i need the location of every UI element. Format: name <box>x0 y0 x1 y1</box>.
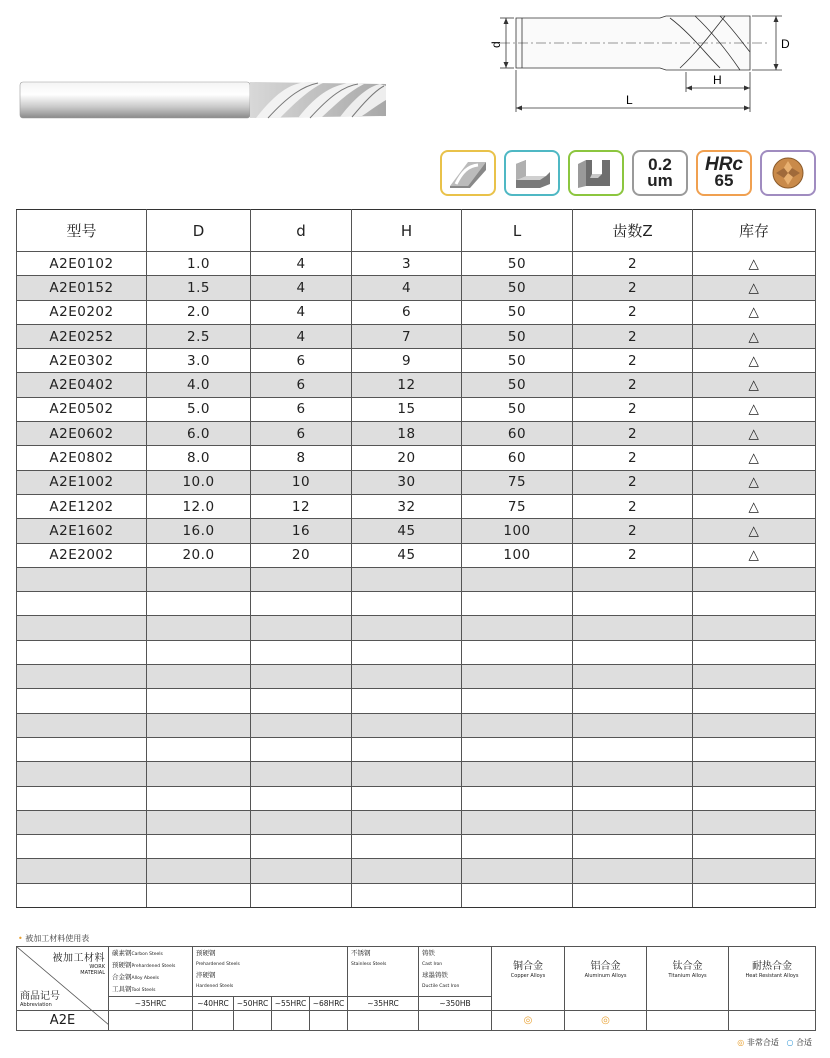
hardness-icon <box>696 150 752 196</box>
empty-cell <box>147 713 251 737</box>
empty-cell <box>147 640 251 664</box>
empty-cell <box>251 786 352 810</box>
material-heat-resistant: 耐热合金 Heat Resistant Alloys <box>729 947 816 1011</box>
empty-cell <box>693 616 816 640</box>
cell-model: A2E1002 <box>17 470 147 494</box>
cell-model: A2E0152 <box>17 276 147 300</box>
spec-table-body <box>17 252 816 908</box>
hrc-cell: ~350HB <box>419 997 492 1011</box>
material-stainless: 不锈钢 Stainless Steels <box>348 947 419 997</box>
cell-flute-length: 30 <box>352 470 462 494</box>
cell-stock: △ <box>693 324 816 348</box>
cell-stock: △ <box>693 543 816 567</box>
material-titanium: 钛合金 Titanium Alloys <box>647 947 729 1011</box>
cell-shank-diameter: 4 <box>251 276 352 300</box>
empty-cell <box>17 640 147 664</box>
empty-table-row <box>17 883 816 907</box>
label-L: L <box>626 93 633 107</box>
cell-overall-length: 50 <box>462 276 573 300</box>
empty-cell <box>17 786 147 810</box>
cell-cutting-diameter: 12.0 <box>147 494 251 518</box>
material-corner-cell <box>17 947 109 1011</box>
empty-cell <box>352 810 462 834</box>
cell-stock: △ <box>693 252 816 276</box>
material-caption <box>18 933 89 944</box>
corner-abbreviation: 商品记号 <box>20 991 60 1002</box>
empty-cell <box>462 640 573 664</box>
cell-shank-diameter: 10 <box>251 470 352 494</box>
label-d: d <box>489 41 503 48</box>
cell-model: A2E0602 <box>17 422 147 446</box>
material-header-row <box>17 947 816 997</box>
empty-cell <box>251 859 352 883</box>
cell-flute-length: 45 <box>352 543 462 567</box>
empty-cell <box>17 810 147 834</box>
empty-table-row <box>17 737 816 761</box>
empty-cell <box>352 737 462 761</box>
table-row <box>17 470 816 494</box>
surface-finish-unit: um <box>647 171 673 190</box>
suitability-mark <box>234 1011 272 1031</box>
empty-cell <box>251 592 352 616</box>
cell-cutting-diameter: 10.0 <box>147 470 251 494</box>
cell-shank-diameter: 6 <box>251 349 352 373</box>
slotting-icon <box>568 150 624 196</box>
cell-model: A2E2002 <box>17 543 147 567</box>
side-milling-icon <box>504 150 560 196</box>
cell-flute-count: 2 <box>573 543 693 567</box>
suitability-legend <box>737 1037 812 1048</box>
empty-cell <box>251 810 352 834</box>
cell-cutting-diameter: 6.0 <box>147 422 251 446</box>
empty-table-row <box>17 689 816 713</box>
empty-cell <box>693 810 816 834</box>
empty-cell <box>251 567 352 591</box>
empty-cell <box>573 689 693 713</box>
cell-overall-length: 60 <box>462 422 573 446</box>
table-row <box>17 300 816 324</box>
empty-cell <box>352 713 462 737</box>
empty-cell <box>462 737 573 761</box>
cell-model: A2E0202 <box>17 300 147 324</box>
cell-stock: △ <box>693 397 816 421</box>
empty-cell <box>693 665 816 689</box>
empty-table-row <box>17 835 816 859</box>
empty-cell <box>693 786 816 810</box>
cell-flute-count: 2 <box>573 324 693 348</box>
suitability-mark <box>310 1011 348 1031</box>
cell-flute-length: 7 <box>352 324 462 348</box>
cell-overall-length: 50 <box>462 252 573 276</box>
empty-cell <box>693 713 816 737</box>
cell-flute-length: 12 <box>352 373 462 397</box>
empty-cell <box>352 665 462 689</box>
cell-shank-diameter: 4 <box>251 300 352 324</box>
hardness-label: HRc <box>704 154 743 175</box>
empty-table-row <box>17 810 816 834</box>
cell-shank-diameter: 20 <box>251 543 352 567</box>
empty-cell <box>462 762 573 786</box>
empty-cell <box>17 592 147 616</box>
cell-flute-count: 2 <box>573 373 693 397</box>
spec-table <box>16 209 816 908</box>
product-code: A2E <box>17 1011 109 1031</box>
cell-model: A2E0252 <box>17 324 147 348</box>
cell-cutting-diameter: 4.0 <box>147 373 251 397</box>
suitability-mark-aluminum: ◎ <box>565 1011 647 1031</box>
cell-cutting-diameter: 2.0 <box>147 300 251 324</box>
hrc-cell: ~40HRC <box>193 997 234 1011</box>
empty-cell <box>17 689 147 713</box>
empty-cell <box>352 689 462 713</box>
coating-icon <box>760 150 816 196</box>
cell-flute-length: 9 <box>352 349 462 373</box>
cell-model: A2E0302 <box>17 349 147 373</box>
cell-stock: △ <box>693 373 816 397</box>
cell-flute-count: 2 <box>573 300 693 324</box>
empty-cell <box>462 859 573 883</box>
cell-flute-length: 15 <box>352 397 462 421</box>
cell-flute-count: 2 <box>573 276 693 300</box>
cell-flute-length: 32 <box>352 494 462 518</box>
cell-stock: △ <box>693 470 816 494</box>
empty-cell <box>17 567 147 591</box>
empty-cell <box>573 713 693 737</box>
empty-cell <box>17 883 147 907</box>
cell-stock: △ <box>693 494 816 518</box>
table-row <box>17 422 816 446</box>
empty-cell <box>352 786 462 810</box>
cell-model: A2E0502 <box>17 397 147 421</box>
empty-table-row <box>17 640 816 664</box>
empty-cell <box>573 592 693 616</box>
cell-flute-length: 18 <box>352 422 462 446</box>
empty-cell <box>147 883 251 907</box>
empty-cell <box>462 810 573 834</box>
very-suitable-icon: ◎ <box>737 1038 745 1047</box>
empty-cell <box>147 737 251 761</box>
empty-cell <box>17 616 147 640</box>
suitable-label: 合适 <box>796 1038 812 1047</box>
cell-overall-length: 100 <box>462 519 573 543</box>
empty-table-row <box>17 616 816 640</box>
empty-cell <box>693 762 816 786</box>
empty-cell <box>352 592 462 616</box>
empty-table-row <box>17 713 816 737</box>
header-flute-length: H <box>352 210 462 252</box>
empty-cell <box>462 616 573 640</box>
table-row <box>17 519 816 543</box>
cell-model: A2E0802 <box>17 446 147 470</box>
hrc-cell: ~55HRC <box>272 997 310 1011</box>
empty-cell <box>251 616 352 640</box>
empty-cell <box>147 786 251 810</box>
material-copper: 铜合金 Copper Alloys <box>492 947 565 1011</box>
cell-stock: △ <box>693 276 816 300</box>
empty-cell <box>251 689 352 713</box>
empty-cell <box>251 640 352 664</box>
table-row <box>17 397 816 421</box>
empty-cell <box>462 592 573 616</box>
empty-cell <box>693 859 816 883</box>
empty-cell <box>573 737 693 761</box>
cell-shank-diameter: 6 <box>251 373 352 397</box>
empty-cell <box>573 835 693 859</box>
material-carbon-steels: 碳素钢Carbon Steels 预硬钢Prehardened Steels 合金钢Alloy Abeels 工具钢Tool Steels <box>109 947 193 997</box>
cell-flute-count: 2 <box>573 252 693 276</box>
cell-flute-length: 45 <box>352 519 462 543</box>
empty-cell <box>352 640 462 664</box>
cell-shank-diameter: 4 <box>251 324 352 348</box>
empty-cell <box>147 762 251 786</box>
suitability-mark <box>348 1011 419 1031</box>
cell-cutting-diameter: 20.0 <box>147 543 251 567</box>
cell-overall-length: 75 <box>462 470 573 494</box>
empty-cell <box>251 883 352 907</box>
empty-table-row <box>17 762 816 786</box>
cell-flute-count: 2 <box>573 494 693 518</box>
empty-cell <box>462 567 573 591</box>
empty-cell <box>17 713 147 737</box>
suitability-mark-copper: ◎ <box>492 1011 565 1031</box>
corner-work-en1: WORK <box>89 964 105 970</box>
header-model: 型号 <box>17 210 147 252</box>
empty-cell <box>693 835 816 859</box>
cell-overall-length: 50 <box>462 349 573 373</box>
material-table <box>16 946 816 1031</box>
suitability-mark <box>193 1011 234 1031</box>
empty-cell <box>352 616 462 640</box>
cell-flute-count: 2 <box>573 422 693 446</box>
cell-model: A2E1202 <box>17 494 147 518</box>
table-row <box>17 252 816 276</box>
cell-shank-diameter: 6 <box>251 397 352 421</box>
empty-cell <box>17 737 147 761</box>
empty-cell <box>147 616 251 640</box>
cell-overall-length: 100 <box>462 543 573 567</box>
cell-flute-length: 20 <box>352 446 462 470</box>
label-D: D <box>781 37 790 51</box>
empty-table-row <box>17 592 816 616</box>
empty-cell <box>462 786 573 810</box>
empty-cell <box>693 567 816 591</box>
corner-work-en2: MATERIAL <box>80 970 105 976</box>
cell-flute-count: 2 <box>573 397 693 421</box>
empty-cell <box>17 859 147 883</box>
empty-cell <box>17 835 147 859</box>
cell-flute-count: 2 <box>573 519 693 543</box>
empty-cell <box>573 665 693 689</box>
cell-model: A2E0402 <box>17 373 147 397</box>
very-suitable-label: 非常合适 <box>746 1038 779 1047</box>
dimension-drawing <box>470 8 790 118</box>
empty-cell <box>573 640 693 664</box>
surface-finish-value: 0.2 <box>648 155 672 174</box>
header-cutting-diameter: D <box>147 210 251 252</box>
empty-cell <box>147 592 251 616</box>
hrc-cell: ~68HRC <box>310 997 348 1011</box>
empty-cell <box>352 567 462 591</box>
empty-cell <box>462 713 573 737</box>
table-row <box>17 324 816 348</box>
material-caption-text: 被加工材料使用表 <box>25 934 90 943</box>
suitable-icon: ○ <box>786 1038 794 1047</box>
empty-cell <box>462 835 573 859</box>
suitability-mark <box>729 1011 816 1031</box>
suitability-mark <box>647 1011 729 1031</box>
empty-cell <box>693 737 816 761</box>
slot-groove-icon <box>440 150 496 196</box>
caption-bullet-icon: • <box>18 934 23 943</box>
empty-cell <box>573 883 693 907</box>
empty-cell <box>147 567 251 591</box>
material-aluminum: 铝合金 Aluminum Alloys <box>565 947 647 1011</box>
cell-stock: △ <box>693 300 816 324</box>
hrc-cell: ~50HRC <box>234 997 272 1011</box>
empty-cell <box>147 835 251 859</box>
cell-overall-length: 50 <box>462 397 573 421</box>
empty-table-row <box>17 859 816 883</box>
table-row <box>17 543 816 567</box>
cell-model: A2E0102 <box>17 252 147 276</box>
material-hardened-steels: 预硬钢 Prehardened Steels 淬硬钢 Hardened Steels <box>193 947 348 997</box>
empty-cell <box>693 883 816 907</box>
empty-cell <box>573 810 693 834</box>
empty-cell <box>693 640 816 664</box>
cell-overall-length: 60 <box>462 446 573 470</box>
cell-flute-length: 6 <box>352 300 462 324</box>
hrc-cell: ~35HRC <box>348 997 419 1011</box>
empty-cell <box>147 665 251 689</box>
material-cast-iron: 铸铁 Cast Iron 球墨铸铁 Ductile Cast Iron <box>419 947 492 997</box>
header-flute-count: 齿数Z <box>573 210 693 252</box>
empty-cell <box>462 883 573 907</box>
empty-cell <box>147 810 251 834</box>
empty-cell <box>693 592 816 616</box>
empty-cell <box>251 713 352 737</box>
cell-shank-diameter: 12 <box>251 494 352 518</box>
empty-cell <box>251 762 352 786</box>
cell-overall-length: 50 <box>462 373 573 397</box>
empty-cell <box>352 883 462 907</box>
cell-shank-diameter: 4 <box>251 252 352 276</box>
cell-flute-length: 4 <box>352 276 462 300</box>
empty-cell <box>251 665 352 689</box>
empty-cell <box>573 616 693 640</box>
cell-overall-length: 50 <box>462 300 573 324</box>
table-row <box>17 373 816 397</box>
header-shank-diameter: d <box>251 210 352 252</box>
empty-cell <box>147 689 251 713</box>
empty-cell <box>573 859 693 883</box>
empty-cell <box>352 762 462 786</box>
cell-flute-count: 2 <box>573 349 693 373</box>
feature-icon-row <box>440 150 816 196</box>
cell-model: A2E1602 <box>17 519 147 543</box>
cell-stock: △ <box>693 422 816 446</box>
suitability-mark <box>109 1011 193 1031</box>
cell-flute-count: 2 <box>573 470 693 494</box>
empty-cell <box>573 786 693 810</box>
cell-stock: △ <box>693 519 816 543</box>
cell-cutting-diameter: 16.0 <box>147 519 251 543</box>
cell-stock: △ <box>693 349 816 373</box>
empty-cell <box>17 665 147 689</box>
cell-shank-diameter: 16 <box>251 519 352 543</box>
table-row <box>17 276 816 300</box>
empty-cell <box>573 762 693 786</box>
empty-cell <box>693 689 816 713</box>
hardness-value: 65 <box>714 171 734 190</box>
end-mill-photo <box>18 70 388 130</box>
empty-cell <box>462 665 573 689</box>
cell-overall-length: 75 <box>462 494 573 518</box>
empty-cell <box>251 737 352 761</box>
empty-table-row <box>17 665 816 689</box>
cell-flute-length: 3 <box>352 252 462 276</box>
suitability-mark <box>272 1011 310 1031</box>
empty-cell <box>573 567 693 591</box>
cell-cutting-diameter: 3.0 <box>147 349 251 373</box>
empty-table-row <box>17 786 816 810</box>
cell-stock: △ <box>693 446 816 470</box>
table-row <box>17 446 816 470</box>
table-row <box>17 349 816 373</box>
suitability-mark <box>419 1011 492 1031</box>
empty-cell <box>462 689 573 713</box>
corner-abbreviation-en: Abbreviation <box>20 1002 52 1008</box>
table-row <box>17 494 816 518</box>
cell-cutting-diameter: 2.5 <box>147 324 251 348</box>
cell-cutting-diameter: 5.0 <box>147 397 251 421</box>
empty-cell <box>352 859 462 883</box>
empty-cell <box>251 835 352 859</box>
spec-table-header-row <box>17 210 816 252</box>
cell-shank-diameter: 6 <box>251 422 352 446</box>
cell-cutting-diameter: 8.0 <box>147 446 251 470</box>
cell-cutting-diameter: 1.0 <box>147 252 251 276</box>
label-H: H <box>713 73 722 87</box>
surface-finish-icon <box>632 150 688 196</box>
header-overall-length: L <box>462 210 573 252</box>
cell-shank-diameter: 8 <box>251 446 352 470</box>
empty-table-row <box>17 567 816 591</box>
empty-cell <box>17 762 147 786</box>
corner-work-material: 被加工材料 <box>52 953 105 964</box>
cell-flute-count: 2 <box>573 446 693 470</box>
hrc-cell: ~35HRC <box>109 997 193 1011</box>
empty-cell <box>147 859 251 883</box>
cell-cutting-diameter: 1.5 <box>147 276 251 300</box>
header-stock: 库存 <box>693 210 816 252</box>
cell-overall-length: 50 <box>462 324 573 348</box>
material-product-row <box>17 1011 816 1031</box>
empty-cell <box>352 835 462 859</box>
